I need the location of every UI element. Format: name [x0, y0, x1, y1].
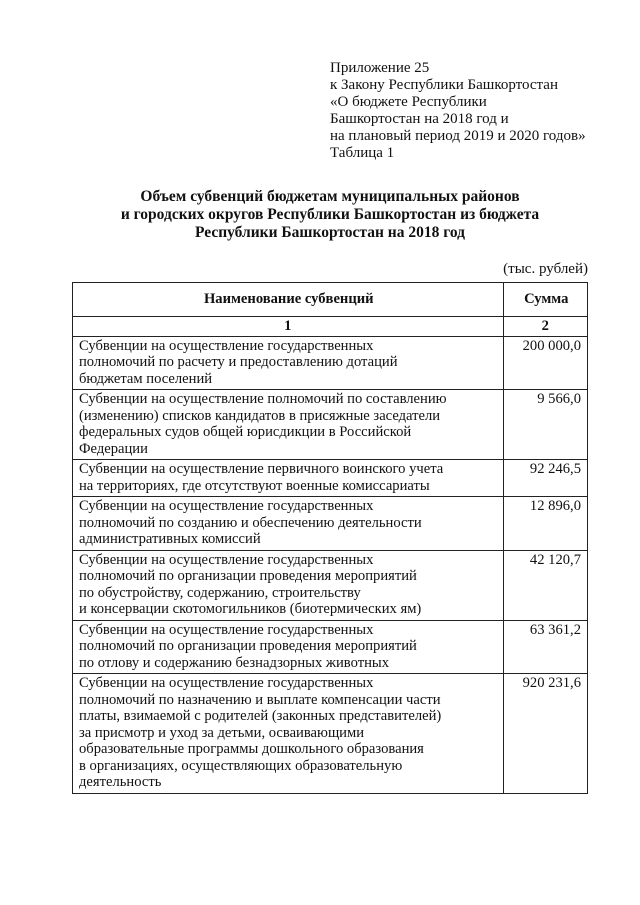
subvention-name-line: и консервации скотомогильников (биотермических ям) — [79, 601, 422, 617]
title-line: Республики Башкортостан на 2018 год — [194, 224, 466, 241]
table-header-row — [73, 283, 588, 317]
subvention-name-line: за присмотр и уход за детьми, осваивающими — [79, 724, 365, 741]
appendix-reference — [330, 60, 586, 162]
appendix-line: Таблица 1 — [330, 145, 395, 161]
column-index-sum: 2 — [503, 317, 588, 337]
subvention-name-line: Субвенции на осуществление государственных — [79, 337, 374, 354]
appendix-line: «О бюджете Республики — [330, 94, 487, 110]
subvention-name-line: деятельность — [79, 774, 162, 790]
table-row — [73, 497, 588, 551]
subvention-name-line: полномочий по расчету и предоставлению дотаций — [79, 354, 398, 370]
table-row — [73, 390, 588, 460]
subvention-name-line: образовательные программы дошкольного образования — [79, 741, 424, 757]
subvention-name — [73, 674, 504, 794]
subvention-name-line: федеральных судов общей юрисдикции в Российской — [79, 424, 412, 440]
column-index-row — [73, 317, 588, 337]
column-index-name: 1 — [73, 317, 504, 337]
subvention-name — [73, 550, 504, 620]
title-line: Объем субвенций бюджетам муниципальных районов — [140, 188, 520, 205]
subvention-name-line: административных комиссий — [79, 531, 261, 547]
title-line: и городских округов Республики Башкортостан из бюджета — [120, 206, 540, 223]
appendix-line: к Закону Республики Башкортостан — [330, 77, 558, 93]
subvention-name-line: платы, взимаемой с родителей (законных представителей) — [79, 708, 442, 724]
subvention-sum: 9 566,0 — [503, 390, 588, 460]
subvention-name-line: полномочий по организации проведения мероприятий — [79, 638, 417, 654]
subvention-name-line: Федерации — [79, 440, 148, 457]
table-body — [73, 317, 588, 794]
subvention-name — [73, 390, 504, 460]
subvention-name-line: Субвенции на осуществление первичного воинского учета — [79, 461, 444, 477]
subvention-name — [73, 620, 504, 674]
subvention-name-line: Субвенции на осуществление государственных — [79, 621, 374, 638]
table-row — [73, 336, 588, 390]
subvention-name-line: по обустройству, содержанию, строительству — [79, 584, 361, 601]
table-row — [73, 620, 588, 674]
table-row — [73, 674, 588, 794]
subvention-sum: 920 231,6 — [503, 674, 588, 794]
subvention-name-line: Субвенции на осуществление полномочий по составлению — [79, 391, 447, 407]
table-row — [73, 460, 588, 497]
subvention-name-line: на территориях, где отсутствуют военные комиссариаты — [79, 477, 430, 494]
subvention-name-line: Субвенции на осуществление государственных — [79, 675, 374, 691]
subvention-name — [73, 497, 504, 551]
subvention-name — [73, 336, 504, 390]
header-sum: Сумма — [503, 283, 588, 317]
subvention-sum: 12 896,0 — [503, 497, 588, 551]
header-name: Наименование субвенций — [73, 283, 504, 317]
subventions-table — [72, 282, 588, 794]
subvention-name-line: бюджетам поселений — [79, 370, 213, 387]
units-note: (тыс. рублей) — [503, 261, 588, 277]
document-title — [70, 188, 590, 242]
subvention-name-line: по отлову и содержанию безнадзорных животных — [79, 654, 389, 671]
subvention-name-line: Субвенции на осуществление государственных — [79, 551, 374, 568]
appendix-line: Приложение 25 — [330, 60, 430, 76]
subvention-name-line: (изменению) списков кандидатов в присяжные заседатели — [79, 407, 441, 424]
subvention-name-line: Субвенции на осуществление государственных — [79, 498, 374, 514]
subvention-sum: 42 120,7 — [503, 550, 588, 620]
subvention-name-line: в организациях, осуществляющих образовательную — [79, 757, 403, 774]
subvention-name — [73, 460, 504, 497]
table-row — [73, 550, 588, 620]
subvention-sum: 63 361,2 — [503, 620, 588, 674]
subvention-name-line: полномочий по созданию и обеспечению деятельности — [79, 514, 422, 531]
subvention-name-line: полномочий по организации проведения мероприятий — [79, 568, 417, 584]
appendix-line: на плановый период 2019 и 2020 годов» — [330, 128, 586, 144]
appendix-line: Башкортостан на 2018 год и — [330, 111, 509, 127]
subvention-name-line: полномочий по назначению и выплате компенсации части — [79, 691, 441, 708]
subvention-sum: 92 246,5 — [503, 460, 588, 497]
subvention-sum: 200 000,0 — [503, 336, 588, 390]
